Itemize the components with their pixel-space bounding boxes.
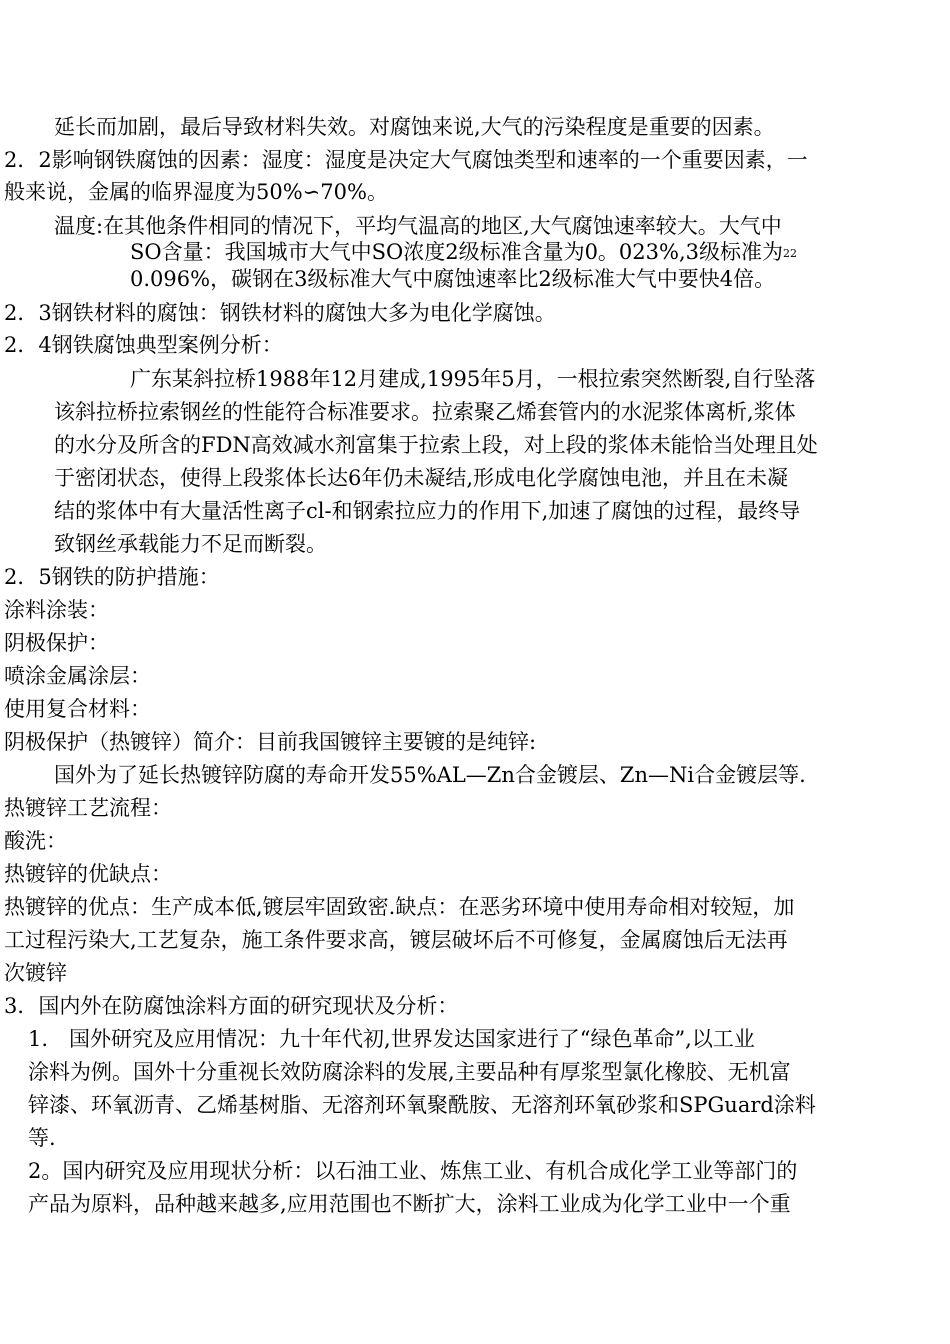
text-line-body: SO含量：我国城市大气中SO浓度2级标准含量为0。023%,3级标准为 xyxy=(130,240,783,264)
text-line: 热镀锌工艺流程： xyxy=(4,796,172,820)
text-line: 国外为了延长热镀锌防腐的寿命开发55%AL—Zn合金镀层、Zn—Ni合金镀层等. xyxy=(54,763,806,787)
section-heading-2-4: 2．4钢铁腐蚀典型案例分析： xyxy=(4,333,283,357)
subscript-marks: 22 xyxy=(783,247,797,260)
text-line: 工过程污染大,工艺复杂，施工条件要求高，镀层破坏后不可修复，金属腐蚀后无法再 xyxy=(4,928,788,952)
text-line: 使用复合材料： xyxy=(4,697,151,721)
text-line: 喷涂金属涂层： xyxy=(4,664,151,688)
section-heading-3: 3．国内外在防腐蚀涂料方面的研究现状及分析： xyxy=(4,994,459,1018)
text-line: 阴极保护（热镀锌）简介：目前我国镀锌主要镀的是纯锌: xyxy=(4,730,537,754)
text-line: 锌漆、环氧沥青、乙烯基树脂、无溶剂环氧聚酰胺、无溶剂环氧砂浆和SPGuard涂料 xyxy=(28,1093,816,1117)
section-heading-2-2: 2．2影响钢铁腐蚀的因素：湿度：湿度是决定大气腐蚀类型和速率的一个重要因素，一 xyxy=(4,148,808,172)
text-line: 酸洗： xyxy=(4,829,67,853)
text-line: 等. xyxy=(28,1126,56,1150)
text-line: 温度:在其他条件相同的情况下，平均气温高的地区,大气腐蚀速率较大。大气中 xyxy=(54,214,782,238)
list-item-2: 2。国内研究及应用现状分析：以石油工业、炼焦工业、有机合成化学工业等部门的 xyxy=(28,1159,798,1183)
text-line: 般来说，金属的临界湿度为50%∽70%。 xyxy=(4,180,388,204)
text-line xyxy=(130,237,797,267)
text-line: 于密闭状态，使得上段浆体长达6年仍未凝结,形成电化学腐蚀电池，并且在未凝 xyxy=(54,466,789,490)
text-line: 该斜拉桥拉索钢丝的性能符合标准要求。拉索聚乙烯套管内的水泥浆体离析,浆体 xyxy=(54,400,796,424)
text-line: 的水分及所含的FDN高效减水剂富集于拉索上段，对上段的浆体未能恰当处理且处 xyxy=(54,433,818,457)
text-line: 热镀锌的优缺点： xyxy=(4,862,172,886)
text-line: 阴极保护： xyxy=(4,631,109,655)
text-line: 热镀锌的优点：生产成本低,镀层牢固致密.缺点：在恶劣环境中使用寿命相对较短，加 xyxy=(4,895,795,919)
list-item-1: 1. 国外研究及应用情况：九十年代初,世界发达国家进行了“绿色革命”,以工业 xyxy=(28,1027,755,1051)
section-heading-2-3: 2．3钢铁材料的腐蚀：钢铁材料的腐蚀大多为电化学腐蚀。 xyxy=(4,301,556,325)
text-line: 结的浆体中有大量活性离子cl-和钢索拉应力的作用下,加速了腐蚀的过程，最终导 xyxy=(54,499,801,523)
text-line: 延长而加剧，最后导致材料失效。对腐蚀来说,大气的污染程度是重要的因素。 xyxy=(54,115,775,139)
text-line: 次镀锌 xyxy=(4,961,67,985)
text-line: 广东某斜拉桥1988年12月建成,1995年5月，一根拉索突然断裂,自行坠落 xyxy=(130,367,816,391)
text-line: 涂料为例。国外十分重视长效防腐涂料的发展,主要品种有厚浆型氯化橡胶、无机富 xyxy=(28,1060,791,1084)
text-line: 产品为原料，品种越来越多,应用范围也不断扩大，涂料工业成为化学工业中一个重 xyxy=(28,1192,791,1216)
text-line: 0.096%，碳钢在3级标准大气中腐蚀速率比2级标准大气中要快4倍。 xyxy=(130,267,776,291)
text-line: 致钢丝承载能力不足而断裂。 xyxy=(54,532,327,556)
text-line: 涂料涂装： xyxy=(4,598,109,622)
section-heading-2-5: 2．5钢铁的防护措施： xyxy=(4,565,220,589)
